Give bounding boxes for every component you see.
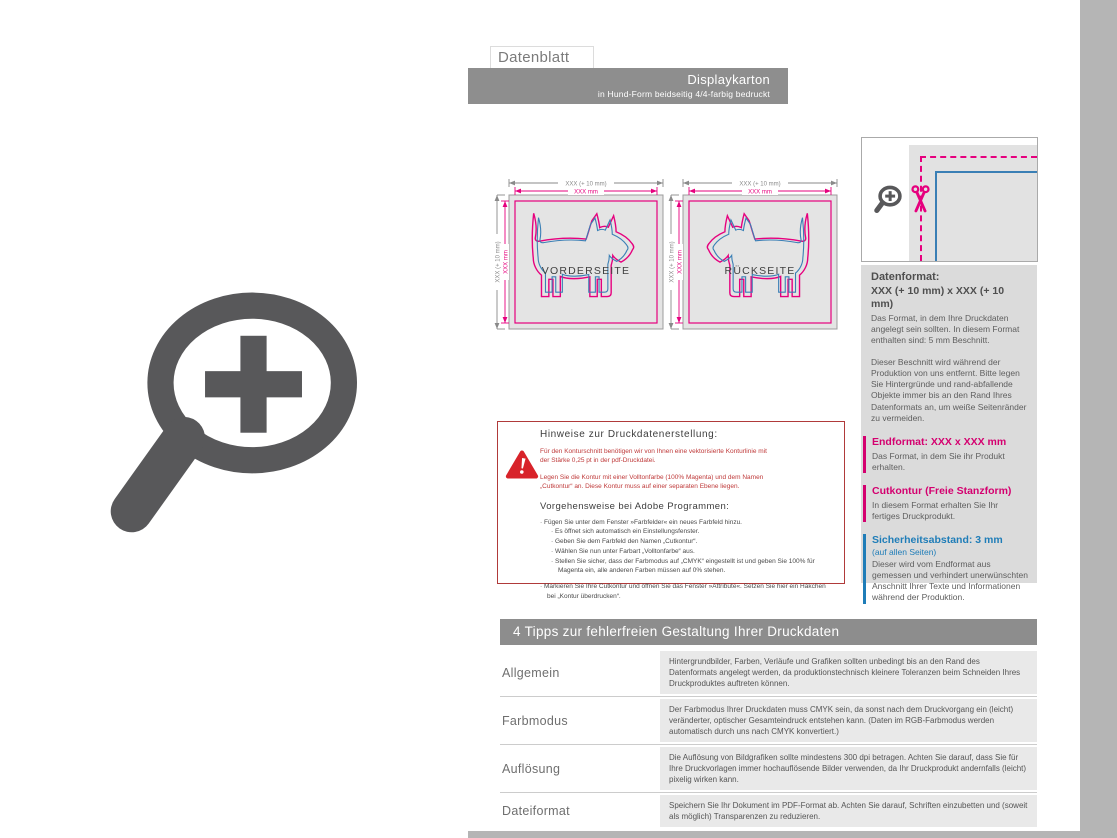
list-item: · Geben Sie dem Farbfeld den Namen „Cutkontur“. <box>551 537 832 547</box>
tip-label-aufloesung: Auflösung <box>502 761 561 776</box>
corner-detail-box <box>861 137 1038 262</box>
back-outer-height-label: XXX (+ 10 mm) <box>669 241 676 283</box>
datenformat-title: Datenformat: <box>871 271 940 283</box>
front-outer-height-label: XXX (+ 10 mm) <box>495 241 502 283</box>
zoom-plus-icon <box>95 283 357 551</box>
list-item: · Fügen Sie unter dem Fenster »Farbfelder« ein neues Farbfeld hinzu. <box>540 518 832 528</box>
tip-label-dateiformat: Dateiformat <box>502 804 570 819</box>
endformat-body: Das Format, in dem Sie ihr Produkt erhalten. <box>872 450 1005 472</box>
table-row <box>500 696 1037 744</box>
kontur-hinweis-1: Für den Konturschnitt benötigen wir von Ihnen eine vektorisierte Konturlinie mit der Stärke 0,25 pt in der pdf-Druckdatei. <box>540 448 767 465</box>
tip-text-aufloesung: Die Auflösung von Bildgrafiken sollte mindestens 300 dpi betragen. Achten Sie darauf, dass Sie für Ihre Druckvorlagen immer hochauflösende Bilder verwenden, da Ihr Druckprodukt andernfalls (leicht) pixelig wirken kann. <box>660 747 1037 790</box>
datenformat-body-2: Dieser Beschnitt wird während der Produktion von uns entfernt. Bitte legen Sie Hintergründe und rand-abfallende Objekte immer bis an den Rand Ihres Datenformats an, um weiße Seitenränder zu vermeiden. <box>871 356 1027 423</box>
sicherheitsabstand-body: Dieser wird vom Endformat aus gemessen und verhindert unerwünschten Anschnitt Ihrer Texte und Informationen während der Produktion. <box>872 558 1028 603</box>
endformat-title: Endformat: XXX x XXX mm <box>872 435 1007 448</box>
table-row <box>500 744 1037 792</box>
sicherheitsabstand-section <box>863 534 1028 603</box>
tip-label-allgemein: Allgemein <box>502 665 560 680</box>
tips-title: 4 Tipps zur fehlerfreien Gestaltung Ihrer Druckdaten <box>500 619 1037 645</box>
tip-text-farbmodus: Der Farbmodus Ihrer Druckdaten muss CMYK sein, da sonst nach dem Druckvorgang ein (leicht) veränderter, optischer Gesamteindruck entstehen kann. (Daten im RGB-Farbmodus werden automatisch durch uns nach CMYK konvertiert.) <box>660 699 1037 742</box>
datenformat-body: Das Format, in dem Ihre Druckdaten angelegt sein sollten. In diesem Format enthalten sind: 5 mm Beschnitt. <box>871 313 1020 346</box>
scissors-icon <box>911 183 930 216</box>
product-subtitle: in Hund-Form beidseitig 4/4-farbig bedruckt <box>597 89 770 99</box>
table-row <box>500 792 1037 829</box>
list-item: · Es öffnet sich automatisch ein Einstellungsfenster. <box>551 527 832 537</box>
safety-line-vertical <box>935 171 937 261</box>
back-outer-width-label: XXX (+ 10 mm) <box>739 181 781 188</box>
datasheet-page <box>468 0 1080 831</box>
viewer-background-bottom <box>468 831 1117 838</box>
sicherheitsabstand-title: Sicherheitsabstand: 3 mm <box>872 534 1003 547</box>
tips-section <box>500 619 1037 829</box>
product-title: Displaykarton <box>687 72 770 87</box>
tip-text-dateiformat: Speichern Sie Ihr Dokument im PDF-Format ab. Achten Sie darauf, Schriften einzubetten und (soweit als möglich) Transparenzen zu reduzieren. <box>660 795 1037 827</box>
kontur-hinweis-2: Legen Sie die Kontur mit einer Volltonfarbe (100% Magenta) und dem Namen „Cutkontur“ an. Diese Kontur muss auf einer separaten Ebene liegen. <box>540 473 764 491</box>
viewer-background-right <box>1080 0 1117 838</box>
zoom-preview-pane <box>0 0 468 838</box>
cutkontur-section <box>863 485 1028 522</box>
tip-label-farbmodus: Farbmodus <box>502 713 568 728</box>
adobe-steps-list <box>540 518 832 602</box>
cut-line-horizontal <box>920 156 1037 158</box>
hinweise-title: Hinweise zur Druckdatenerstellung: <box>540 429 718 440</box>
front-side-diagram <box>488 170 670 336</box>
list-item: · Stellen Sie sicher, dass der Farbmodus auf „CMYK“ eingestellt ist und geben Sie 100% für Magenta ein, alle anderen Farben müssen auf 0% stehen. <box>551 557 832 577</box>
front-side-label: VORDERSEITE <box>541 265 631 277</box>
safety-line-horizontal <box>935 171 1037 173</box>
back-side-diagram <box>662 170 844 336</box>
product-banner <box>468 68 788 104</box>
endformat-section <box>863 436 1028 473</box>
back-side-label: RÜCKSEITE <box>724 265 796 277</box>
adobe-steps-title: Vorgehensweise bei Adobe Programmen: <box>540 500 730 512</box>
list-item: · Wählen Sie nun unter Farbart „Volltonfarbe“ aus. <box>551 547 832 557</box>
datenformat-value: XXX (+ 10 mm) x XXX (+ 10 mm) <box>871 284 1005 310</box>
back-inner-width-label: XXX mm <box>748 189 772 196</box>
cutkontur-title: Cutkontur (Freie Stanzform) <box>872 485 1012 497</box>
warning-icon <box>505 449 539 480</box>
cutkontur-body: In diesem Format erhalten Sie Ihr fertiges Druckprodukt. <box>872 499 999 521</box>
format-info-panel <box>861 265 1037 603</box>
list-item: · Markieren Sie Ihre Cutkontur und öffnen Sie das Fenster »Attribute«. Setzen Sie hier ein Häkchen bei „Kontur überdrucken“. <box>540 582 832 602</box>
back-inner-height-label: XXX mm <box>677 250 684 274</box>
datasheet-tab: Datenblatt <box>490 46 594 68</box>
front-outer-width-label: XXX (+ 10 mm) <box>565 181 607 188</box>
front-inner-height-label: XXX mm <box>503 250 510 274</box>
sicherheitsabstand-subtitle: (auf allen Seiten) <box>872 546 937 557</box>
zoom-plus-icon <box>872 184 902 216</box>
druckdaten-hinweise-box <box>497 421 845 600</box>
tips-table <box>500 649 1037 829</box>
front-inner-width-label: XXX mm <box>574 189 598 196</box>
tip-text-allgemein: Hintergrundbilder, Farben, Verläufe und Grafiken sollten unbedingt bis an den Rand des Datenformats angelegt werden, da produktionstechnisch kleinere Toleranzen beim Schneiden Ihres Druckproduktes auftreten können. <box>660 651 1037 694</box>
table-row <box>500 649 1037 696</box>
